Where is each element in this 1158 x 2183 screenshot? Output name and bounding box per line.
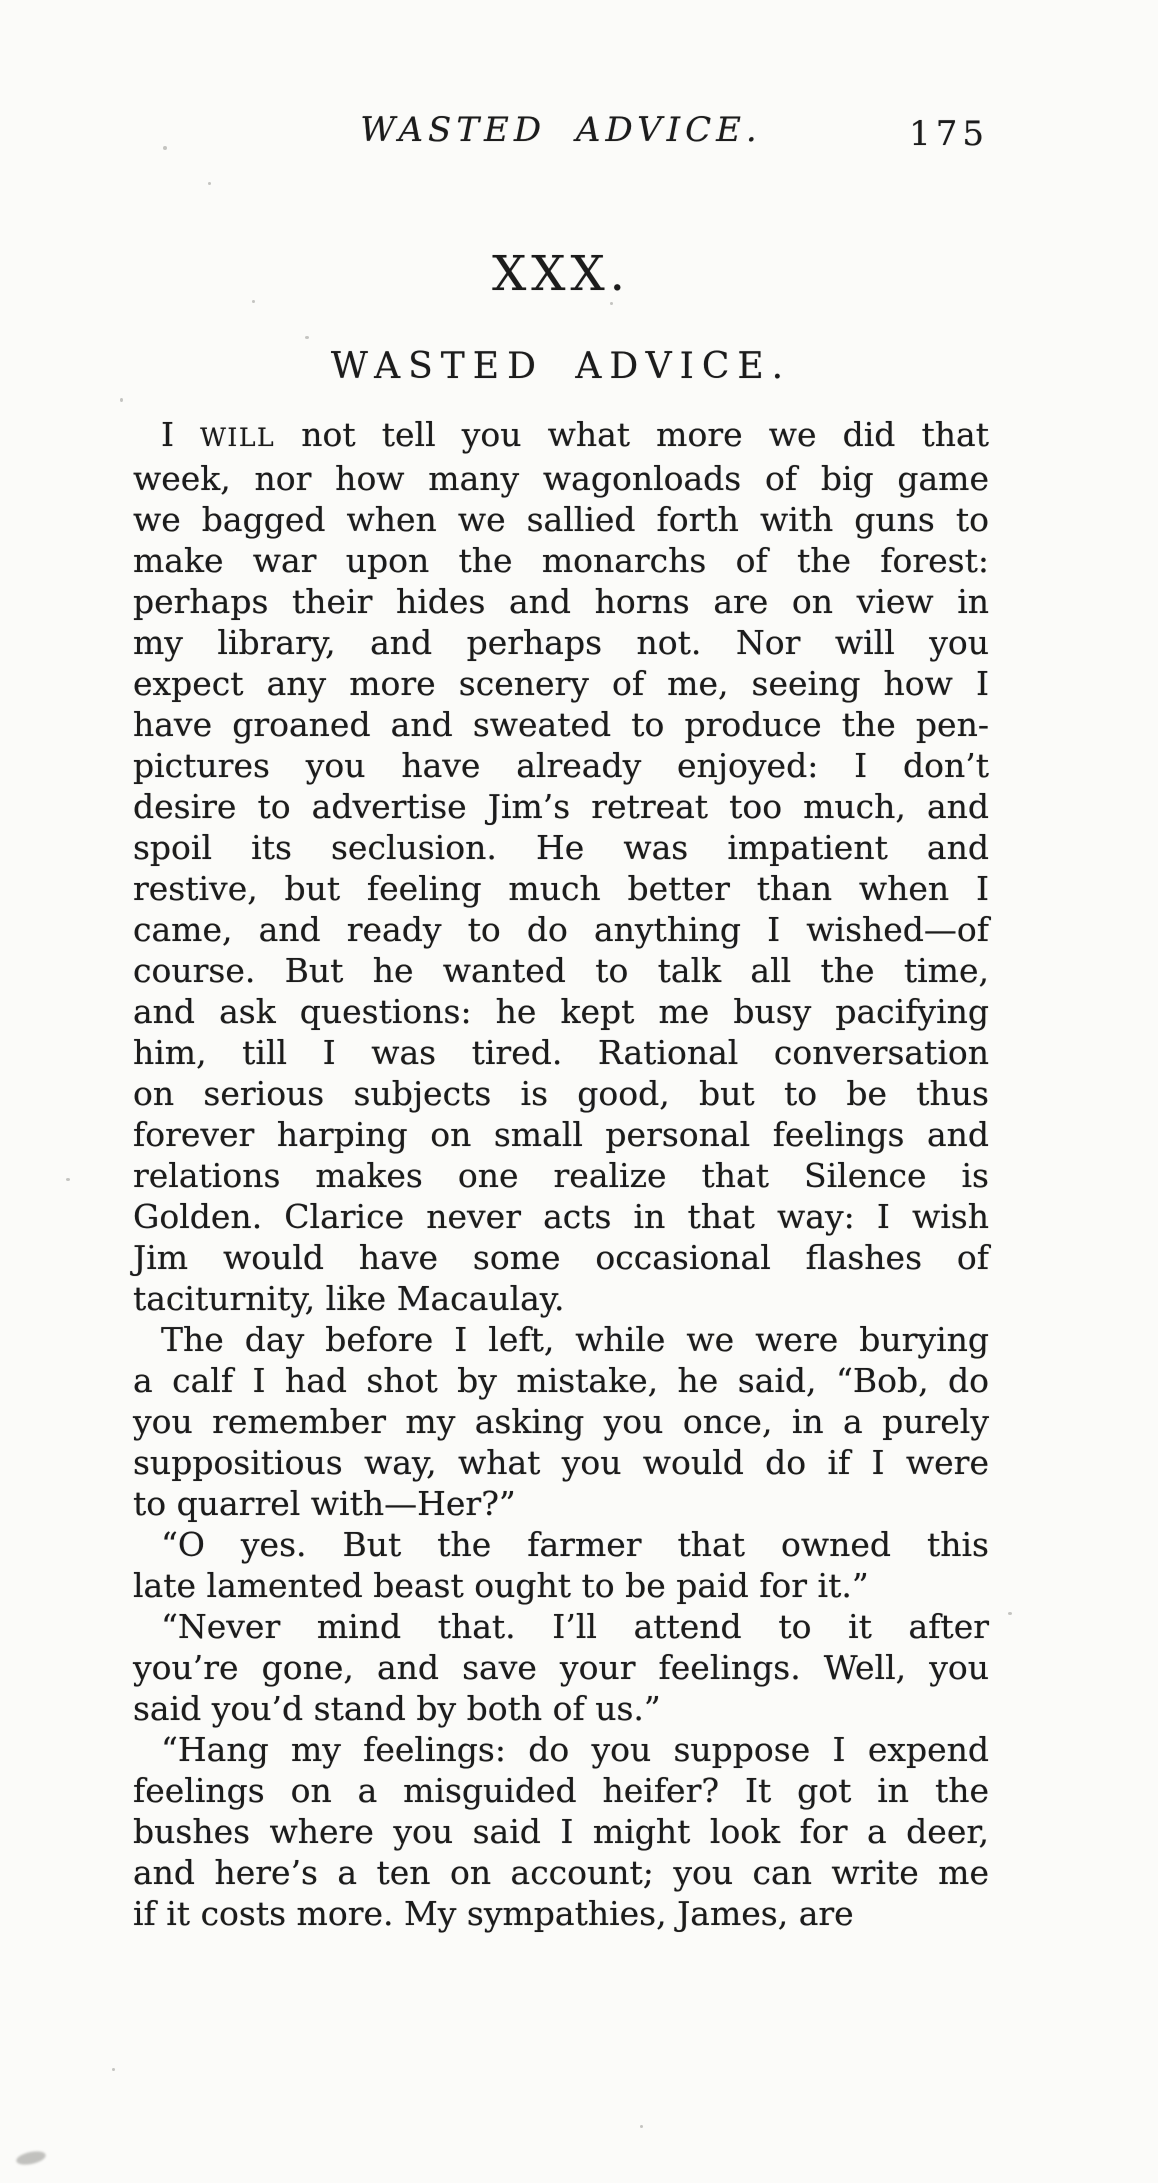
- page-number: 175: [909, 114, 989, 154]
- text-line: on serious subjects is good, but to be thus: [133, 1074, 989, 1113]
- text-line: suppositious way, what you would do if I were: [133, 1443, 989, 1482]
- paragraph: [133, 1606, 989, 1729]
- text-line: you remember my asking you once, in a purely: [133, 1402, 989, 1441]
- text-line: taciturnity, like Macaulay.: [133, 1279, 565, 1318]
- text-part: I: [161, 415, 201, 454]
- paragraph: [133, 414, 989, 1319]
- text-line: and ask questions: he kept me busy pacifying: [133, 992, 989, 1031]
- text-line: “Never mind that. I’ll attend to it after: [161, 1607, 989, 1646]
- text-line: my library, and perhaps not. Nor will you: [133, 623, 989, 662]
- text-line: Jim would have some occasional flashes of: [133, 1238, 989, 1277]
- scan-speck: [66, 1178, 70, 1181]
- scan-speck: [120, 398, 123, 402]
- paragraph: [133, 1729, 989, 1934]
- paragraph: [133, 1319, 989, 1524]
- text-line: late lamented beast ought to be paid for it.”: [133, 1566, 869, 1605]
- text-line: “Hang my feelings: do you suppose I expend: [161, 1730, 989, 1769]
- text-line: The day before I left, while we were burying: [161, 1320, 989, 1359]
- body-text: [133, 414, 989, 1934]
- smallcaps-text: WILL: [200, 423, 276, 452]
- text-line: we bagged when we sallied forth with guns to: [133, 500, 989, 539]
- text-line: and here’s a ten on account; you can write me: [133, 1853, 989, 1892]
- text-line: expect any more scenery of me, seeing how I: [133, 664, 989, 703]
- text-line: restive, but feeling much better than when I: [133, 869, 989, 908]
- text-line: to quarrel with—Her?”: [133, 1484, 516, 1523]
- text-line: have groaned and sweated to produce the pen-: [133, 705, 989, 744]
- scan-smudge: [15, 2149, 47, 2167]
- text-line: spoil its seclusion. He was impatient and: [133, 828, 989, 867]
- text-line: if it costs more. My sympathies, James, are: [133, 1894, 854, 1933]
- scan-speck: [1008, 1612, 1012, 1615]
- text-line: perhaps their hides and horns are on view in: [133, 582, 989, 621]
- text-line: him, till I was tired. Rational conversation: [133, 1033, 989, 1072]
- text-line: bushes where you said I might look for a deer,: [133, 1812, 989, 1851]
- scan-speck: [252, 300, 255, 303]
- text-line: feelings on a misguided heifer? It got in the: [133, 1771, 989, 1810]
- scan-speck: [610, 302, 613, 305]
- running-header: [133, 110, 989, 154]
- scan-speck: [208, 182, 211, 185]
- text-line: you’re gone, and save your feelings. Well, you: [133, 1648, 989, 1687]
- text-line: Golden. Clarice never acts in that way: I wish: [133, 1197, 989, 1236]
- text-line: make war upon the monarchs of the forest:: [133, 541, 989, 580]
- text-line: pictures you have already enjoyed: I don’t: [133, 746, 989, 785]
- text-line: forever harping on small personal feelings and: [133, 1115, 989, 1154]
- chapter-number: XXX.: [492, 246, 630, 302]
- text-line: “O yes. But the farmer that owned this: [161, 1525, 989, 1564]
- text-part: not tell you what more we did that: [275, 415, 989, 454]
- scan-speck: [640, 2125, 643, 2128]
- scan-speck: [112, 2068, 115, 2071]
- text-line: [133, 414, 989, 458]
- text-line: week, nor how many wagonloads of big game: [133, 459, 989, 498]
- text-line: came, and ready to do anything I wished—of: [133, 910, 989, 949]
- scan-speck: [305, 336, 309, 339]
- text-line: said you’d stand by both of us.”: [133, 1689, 661, 1728]
- text-line: desire to advertise Jim’s retreat too much, and: [133, 787, 989, 826]
- running-header-title: WASTED ADVICE.: [360, 110, 762, 150]
- chapter-title: WASTED ADVICE.: [330, 346, 792, 387]
- text-line: relations makes one realize that Silence is: [133, 1156, 989, 1195]
- scan-speck: [163, 146, 167, 150]
- paragraph: [133, 1524, 989, 1606]
- text-line: course. But he wanted to talk all the time,: [133, 951, 989, 990]
- text-line: a calf I had shot by mistake, he said, “Bob, do: [133, 1361, 989, 1400]
